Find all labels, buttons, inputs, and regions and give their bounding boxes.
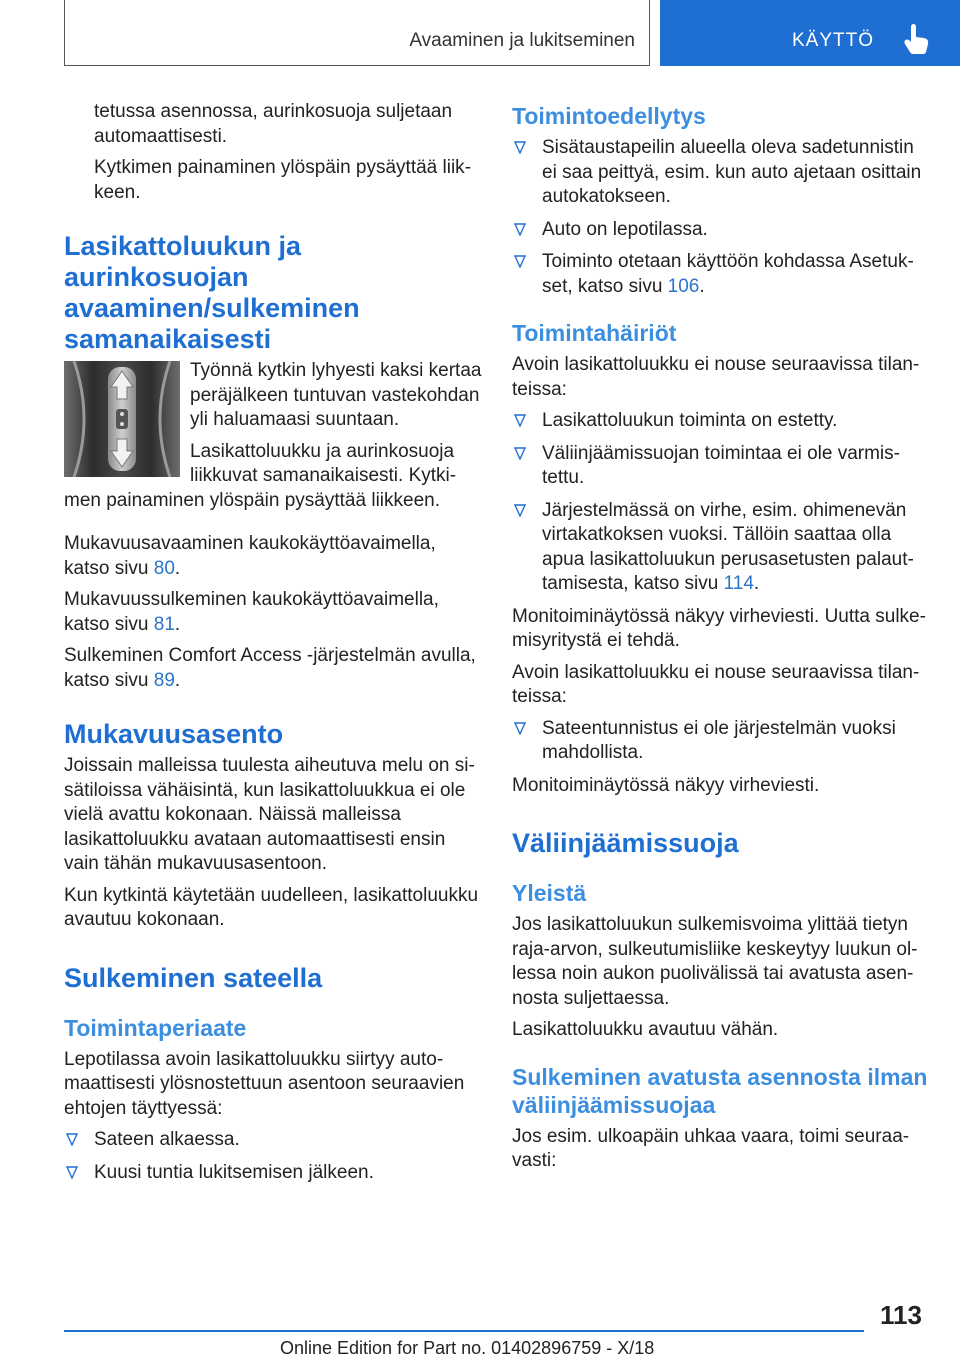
roof-switch-illustration	[64, 361, 180, 477]
list-item	[512, 218, 930, 243]
intro-paragraph-2: Kytkimen painaminen ylöspäin pysäyttää liikkeen.	[94, 157, 472, 203]
header-chapter-title: KÄYTTÖ	[792, 30, 875, 51]
page-link-81[interactable]: 81	[153, 613, 175, 635]
right-column	[512, 100, 930, 1181]
malfunction-paragraph-1: Avoin lasikattoluukku ei nouse seuraavissa tilanteissa:	[512, 354, 920, 400]
roof-switch-image	[64, 361, 180, 477]
reference-comfort-access-text: Sulkeminen Comfort Access ‑järjestelmän avulla, katso sivu	[64, 645, 476, 691]
malfunction-blocked: Lasikattoluukun toiminta on estetty.	[542, 410, 838, 431]
reference-comfort-opening: Mukavuusavaaminen kaukokäyttöavaimella, katso sivu 80.	[64, 533, 436, 579]
general-paragraph-1: Jos lasikattoluukun sulkemisvoima ylittää tietyn raja-arvon, sulkeutumisliike keskeytyy luukun ollessa noin aukon puolivälissä tai avatusta asennosta suljettaessa.	[512, 914, 918, 1009]
triangle-bullet-icon	[514, 255, 526, 268]
principle-paragraph: Lepotilassa avoin lasikattoluukku siirtyy automaattisesti ylösnostettuun asentoon seuraavien ehtojen täyttyessä:	[64, 1048, 465, 1119]
malfunction-pinch-unverified: Väliinjäämissuojan toimintaa ei ole varmistettu.	[542, 442, 900, 488]
header-section-title: Avaaminen ja lukitseminen	[409, 30, 635, 51]
malfunction-paragraph-4: Monitoiminäytössä näkyy virheviesti.	[512, 774, 820, 796]
triangle-bullet-icon	[514, 223, 526, 236]
requirements-list	[512, 136, 930, 299]
list-item	[512, 409, 930, 434]
left-column	[64, 100, 482, 1193]
malfunction-list-1	[512, 409, 930, 597]
principle-list	[64, 1128, 482, 1185]
switch-figure-block	[64, 359, 482, 520]
requirement-sensor: Sisätaustapeilin alueella oleva sadetunnistin ei saa peittyä, esim. kun auto ajetaan osittain autokatokseen.	[542, 137, 922, 207]
list-item: Toiminto otetaan käyttöön kohdassa Asetukset, katso sivu 106.	[512, 250, 930, 299]
heading-comfort-position: Mukavuusasento	[64, 719, 284, 749]
list-item	[64, 1128, 482, 1153]
heading-pinch-protection: Väliinjäämissuoja	[512, 828, 739, 858]
triangle-bullet-icon	[66, 1166, 78, 1179]
general-paragraph-2: Lasikattoluukku avautuu vähän.	[512, 1019, 779, 1040]
triangle-bullet-icon	[514, 141, 526, 154]
page-link-80[interactable]: 80	[153, 557, 175, 579]
list-item	[512, 136, 930, 210]
reference-comfort-closing: Mukavuussulkeminen kaukokäyttöavaimella, katso sivu 81.	[64, 589, 439, 635]
requirement-settings-text: Toiminto otetaan käyttöön kohdassa Asetukset, katso sivu	[542, 251, 914, 297]
page-link-89[interactable]: 89	[153, 669, 175, 691]
triangle-bullet-icon	[514, 504, 526, 517]
footer-divider	[64, 1330, 864, 1332]
header-section-box	[64, 0, 650, 66]
list-item: Järjestelmässä on virhe, esim. ohimenevän virtakatkoksen vuoksi. Tällöin saattaa olla apua lasikattoluukun perusasetusten palauttamisesta, katso sivu 114.	[512, 499, 930, 597]
reference-comfort-access: Sulkeminen Comfort Access ‑järjestelmän avulla, katso sivu 89.	[64, 645, 476, 691]
heading-requirements: Toimintoedellytys	[512, 103, 706, 129]
malfunction-rain-detection: Sateentunnistus ei ole järjestelmän vuoksi mahdollista.	[542, 717, 896, 763]
intro-paragraph-1: tetussa asennossa, aurinkosuoja suljetaan automaattisesti.	[94, 101, 453, 147]
principle-item-rain: Sateen alkaessa.	[94, 1129, 240, 1150]
simultaneous-paragraph-1: Työnnä kytkin lyhyesti kaksi kertaa peräjälkeen tuntuvan vastekohdan yli haluamaasi suuntaan.	[190, 360, 482, 430]
page-link-114[interactable]: 114	[723, 573, 754, 594]
heading-general: Yleistä	[512, 880, 587, 906]
malfunction-list-2	[512, 717, 930, 766]
page-number: 113	[880, 1300, 922, 1330]
heading-closing-without-protection: Sulkeminen avatusta asennosta ilman väliinjäämissuojaa	[512, 1063, 928, 1118]
reference-comfort-closing-text: Mukavuussulkeminen kaukokäyttöavaimella, katso sivu	[64, 589, 439, 635]
malfunction-paragraph-3: Avoin lasikattoluukku ei nouse seuraavissa tilanteissa:	[512, 661, 920, 707]
reference-comfort-opening-text: Mukavuusavaaminen kaukokäyttöavaimella, katso sivu	[64, 533, 436, 579]
heading-simultaneous: Lasikattoluukun ja aurinkosuojan avaaminen/sulkeminen samanaikaisesti	[64, 231, 360, 354]
heading-malfunctions: Toimintahäiriöt	[512, 320, 677, 346]
comfort-paragraph-1: Joissain malleissa tuulesta aiheutuva melu on sisätiloissa vähäisintä, kun lasikattoluukkua ei ole vielä avattu kokonaan. Näissä malleissa lasikattoluukku avataan automaattisesti ensin vain tähän mukavuusasentoon.	[64, 755, 475, 874]
header-chapter-tab[interactable]	[660, 0, 960, 66]
hand-pointer-icon	[902, 24, 930, 54]
list-item	[512, 442, 930, 491]
malfunction-paragraph-2: Monitoiminäytössä näkyy virheviesti. Uutta sulkemisyritystä ei tehdä.	[512, 605, 926, 651]
closing-paragraph: Jos esim. ulkoapäin uhkaa vaara, toimi seuraavasti:	[512, 1125, 910, 1171]
malfunction-system-fault-text: Järjestelmässä on virhe, esim. ohimenevän virtakatkoksen vuoksi. Tällöin saattaa olla apua lasikattoluukun perusasetusten palauttamisesta, katso sivu	[542, 499, 914, 594]
footer-edition: Online Edition for Part no. 01402896759 - X/18	[280, 1338, 655, 1358]
list-item	[512, 717, 930, 766]
requirement-standby: Auto on lepotilassa.	[542, 218, 708, 240]
heading-principle: Toimintaperiaate	[64, 1014, 247, 1041]
heading-closing-in-rain: Sulkeminen sateella	[64, 962, 323, 993]
triangle-bullet-icon	[66, 1133, 78, 1146]
principle-item-six-hours: Kuusi tuntia lukitsemisen jälkeen.	[94, 1161, 374, 1183]
simultaneous-paragraph-2: Lasikattoluukku ja aurinkosuoja liikkuvat samanaikaisesti. Kytkimen painaminen ylöspäin pysäyttää liikkeen.	[64, 440, 457, 511]
comfort-paragraph-2: Kun kytkintä käytetään uudelleen, lasikattoluukku avautuu kokonaan.	[64, 884, 479, 930]
triangle-bullet-icon	[514, 414, 526, 427]
list-item	[64, 1161, 482, 1186]
triangle-bullet-icon	[514, 722, 526, 735]
page-link-106[interactable]: 106	[667, 275, 700, 297]
triangle-bullet-icon	[514, 447, 526, 460]
